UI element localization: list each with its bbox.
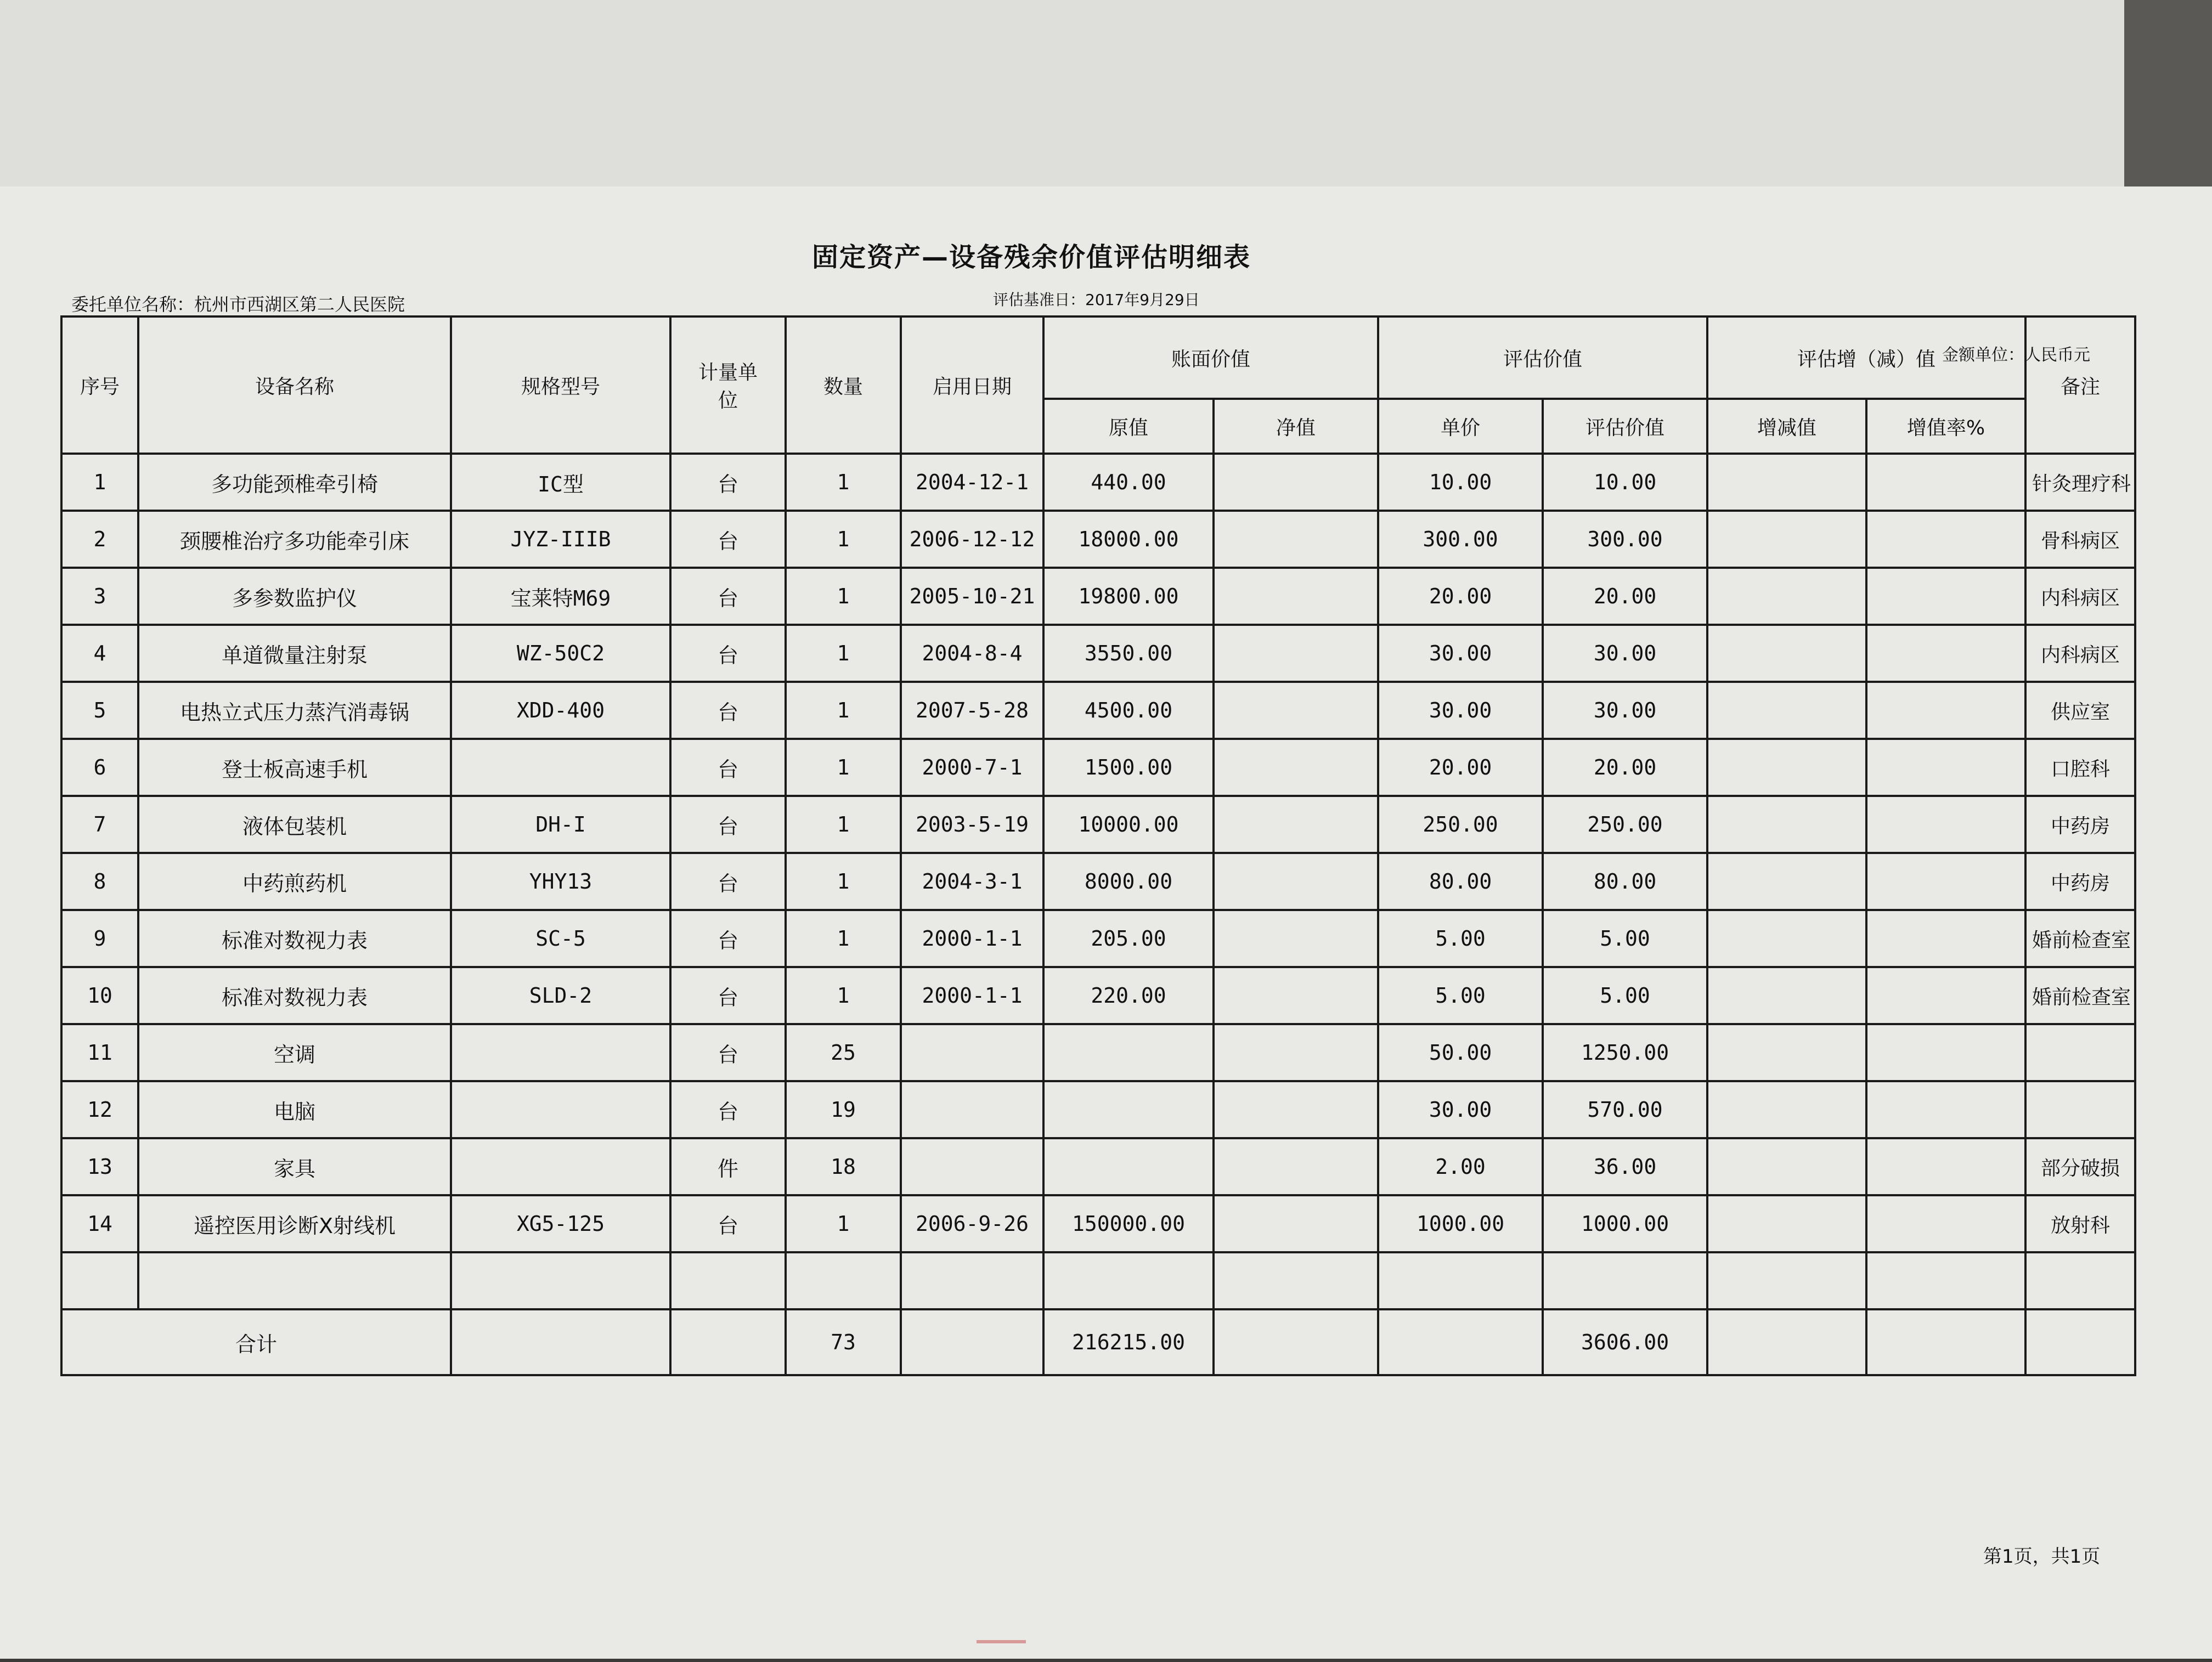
total-net: [1214, 1309, 1378, 1375]
cell-remark: [2025, 1081, 2135, 1138]
cell-seq: 6: [61, 739, 138, 796]
cell-model: WZ-50C2: [451, 625, 670, 682]
cell-assessed: 250.00: [1543, 796, 1707, 853]
cell-original: 19800.00: [1043, 568, 1214, 625]
cell-seq: 3: [61, 568, 138, 625]
cell-remark: 婚前检查室: [2025, 967, 2135, 1024]
table-row: [61, 568, 2135, 625]
cell-remark: 中药房: [2025, 796, 2135, 853]
cell-qty: 1: [786, 739, 901, 796]
cell-model: 宝莱特M69: [451, 568, 670, 625]
header-assessed: 评估价值: [1378, 316, 1707, 399]
cell-remark: [2025, 1024, 2135, 1081]
cell-assessed: 5.00: [1543, 967, 1707, 1024]
cell-unit-price: 5.00: [1378, 910, 1543, 967]
header-model: 规格型号: [451, 316, 670, 454]
total-label: 合计: [61, 1309, 451, 1375]
cell-original: 8000.00: [1043, 853, 1214, 910]
cell-model: [451, 1252, 670, 1309]
cell-rate: [1866, 1138, 2025, 1195]
cell-unit: 件: [670, 1138, 786, 1195]
cell-date: 2000-1-1: [901, 910, 1043, 967]
cell-remark: 中药房: [2025, 853, 2135, 910]
cell-qty: 1: [786, 682, 901, 739]
cell-original: 220.00: [1043, 967, 1214, 1024]
cell-date: 2006-12-12: [901, 511, 1043, 568]
cell-seq: 11: [61, 1024, 138, 1081]
cell-net: [1214, 1252, 1378, 1309]
header-change: 评估增（减）值: [1707, 316, 2025, 399]
cell-assessed: 80.00: [1543, 853, 1707, 910]
document-title: 固定资产—设备残余价值评估明细表: [812, 242, 1251, 273]
table-row: [61, 739, 2135, 796]
cell-qty: 1: [786, 967, 901, 1024]
cell-qty: [786, 1252, 901, 1309]
header-original: 原值: [1043, 399, 1214, 454]
cell-qty: 25: [786, 1024, 901, 1081]
cell-assessed: 30.00: [1543, 682, 1707, 739]
cell-unit-price: 20.00: [1378, 739, 1543, 796]
cell-qty: 1: [786, 796, 901, 853]
cell-net: [1214, 511, 1378, 568]
cell-seq: 7: [61, 796, 138, 853]
cell-name: 标准对数视力表: [138, 910, 451, 967]
cell-assessed: 10.00: [1543, 454, 1707, 511]
header-qty: 数量: [786, 316, 901, 454]
table-row: [61, 796, 2135, 853]
header-change-value: 增减值: [1707, 399, 1866, 454]
cell-net: [1214, 682, 1378, 739]
cell-rate: [1866, 796, 2025, 853]
total-model: [451, 1309, 670, 1375]
cell-date: 2000-7-1: [901, 739, 1043, 796]
cell-remark: 内科病区: [2025, 568, 2135, 625]
cell-unit: 台: [670, 568, 786, 625]
cell-remark: 内科病区: [2025, 625, 2135, 682]
cell-original: 205.00: [1043, 910, 1214, 967]
header-date: 启用日期: [901, 316, 1043, 454]
cell-net: [1214, 853, 1378, 910]
cell-assessed: 20.00: [1543, 568, 1707, 625]
cell-net: [1214, 1081, 1378, 1138]
cell-remark: 供应室: [2025, 682, 2135, 739]
cell-seq: 2: [61, 511, 138, 568]
table-row: [61, 454, 2135, 511]
cell-original: [1043, 1081, 1214, 1138]
cell-seq: 5: [61, 682, 138, 739]
total-original: 216215.00: [1043, 1309, 1214, 1375]
cell-unit: 台: [670, 739, 786, 796]
cell-unit: [670, 1252, 786, 1309]
cell-name: 登士板高速手机: [138, 739, 451, 796]
cell-unit-price: 300.00: [1378, 511, 1543, 568]
total-qty: 73: [786, 1309, 901, 1375]
cell-unit-price: 10.00: [1378, 454, 1543, 511]
cell-net: [1214, 568, 1378, 625]
cell-date: 2003-5-19: [901, 796, 1043, 853]
cell-model: DH-I: [451, 796, 670, 853]
table-row: [61, 511, 2135, 568]
cell-model: XG5-125: [451, 1195, 670, 1252]
cell-qty: 1: [786, 625, 901, 682]
cell-model: IC型: [451, 454, 670, 511]
cell-remark: 放射科: [2025, 1195, 2135, 1252]
cell-name: 空调: [138, 1024, 451, 1081]
cell-change: [1707, 625, 1866, 682]
cell-rate: [1866, 568, 2025, 625]
total-unit: [670, 1309, 786, 1375]
header-change-rate: 增值率%: [1866, 399, 2025, 454]
cell-unit: 台: [670, 511, 786, 568]
cell-name: 颈腰椎治疗多功能牵引床: [138, 511, 451, 568]
cell-original: 4500.00: [1043, 682, 1214, 739]
cell-change: [1707, 511, 1866, 568]
cell-unit-price: 30.00: [1378, 625, 1543, 682]
cell-name: 多参数监护仪: [138, 568, 451, 625]
cell-model: [451, 1138, 670, 1195]
cell-seq: 13: [61, 1138, 138, 1195]
table-row: [61, 682, 2135, 739]
cell-assessed: 1250.00: [1543, 1024, 1707, 1081]
cell-rate: [1866, 682, 2025, 739]
cell-qty: 19: [786, 1081, 901, 1138]
cell-model: YHY13: [451, 853, 670, 910]
cell-change: [1707, 739, 1866, 796]
cell-remark: 骨科病区: [2025, 511, 2135, 568]
cell-name: 遥控医用诊断X射线机: [138, 1195, 451, 1252]
total-assessed: 3606.00: [1543, 1309, 1707, 1375]
cell-unit: 台: [670, 1024, 786, 1081]
cell-rate: [1866, 454, 2025, 511]
cell-unit-price: 20.00: [1378, 568, 1543, 625]
cell-rate: [1866, 1081, 2025, 1138]
cell-rate: [1866, 1252, 2025, 1309]
cell-original: [1043, 1138, 1214, 1195]
cell-net: [1214, 1024, 1378, 1081]
cell-change: [1707, 1252, 1866, 1309]
total-row: [61, 1309, 2135, 1375]
cell-unit-price: 80.00: [1378, 853, 1543, 910]
cell-model: XDD-400: [451, 682, 670, 739]
cell-date: 2007-5-28: [901, 682, 1043, 739]
header-unit: 计量单位: [670, 316, 786, 454]
cell-change: [1707, 796, 1866, 853]
cell-original: [1043, 1024, 1214, 1081]
cell-date: 2004-8-4: [901, 625, 1043, 682]
header-remark: 备注: [2025, 316, 2135, 454]
cell-original: 18000.00: [1043, 511, 1214, 568]
cell-rate: [1866, 1195, 2025, 1252]
table-row: [61, 1252, 2135, 1309]
cell-original: 10000.00: [1043, 796, 1214, 853]
header-unit-price: 单价: [1378, 399, 1543, 454]
table-row: [61, 910, 2135, 967]
cell-date: 2000-1-1: [901, 967, 1043, 1024]
cell-name: 电脑: [138, 1081, 451, 1138]
cell-name: [138, 1252, 451, 1309]
cell-name: 中药煎药机: [138, 853, 451, 910]
header-assessed-value: 评估价值: [1543, 399, 1707, 454]
cell-unit-price: 30.00: [1378, 1081, 1543, 1138]
total-date: [901, 1309, 1043, 1375]
cell-net: [1214, 625, 1378, 682]
cell-net: [1214, 1138, 1378, 1195]
cell-seq: 9: [61, 910, 138, 967]
cell-unit: 台: [670, 1195, 786, 1252]
cell-model: SC-5: [451, 910, 670, 967]
cell-change: [1707, 1195, 1866, 1252]
cell-name: 家具: [138, 1138, 451, 1195]
cell-unit-price: 1000.00: [1378, 1195, 1543, 1252]
total-change: [1707, 1309, 1866, 1375]
header-net: 净值: [1214, 399, 1378, 454]
cell-change: [1707, 1024, 1866, 1081]
cell-model: JYZ-IIIB: [451, 511, 670, 568]
cell-unit: 台: [670, 454, 786, 511]
cell-net: [1214, 739, 1378, 796]
cell-assessed: 36.00: [1543, 1138, 1707, 1195]
cell-rate: [1866, 511, 2025, 568]
cell-unit-price: 2.00: [1378, 1138, 1543, 1195]
cell-unit: 台: [670, 682, 786, 739]
cell-date: 2006-9-26: [901, 1195, 1043, 1252]
cell-change: [1707, 454, 1866, 511]
cell-date: 2004-3-1: [901, 853, 1043, 910]
table-row: [61, 1195, 2135, 1252]
cell-unit-price: 30.00: [1378, 682, 1543, 739]
cell-original: 3550.00: [1043, 625, 1214, 682]
cell-name: 单道微量注射泵: [138, 625, 451, 682]
cell-qty: 1: [786, 454, 901, 511]
table-row: [61, 625, 2135, 682]
cell-name: 电热立式压力蒸汽消毒锅: [138, 682, 451, 739]
cell-qty: 1: [786, 910, 901, 967]
cell-seq: 4: [61, 625, 138, 682]
cell-assessed: 20.00: [1543, 739, 1707, 796]
cell-name: 液体包装机: [138, 796, 451, 853]
cell-net: [1214, 910, 1378, 967]
cell-model: [451, 739, 670, 796]
amount-unit: 金额单位：人民币元: [1942, 346, 2090, 365]
cell-date: [901, 1024, 1043, 1081]
cell-unit: 台: [670, 796, 786, 853]
cell-assessed: 300.00: [1543, 511, 1707, 568]
cell-date: 2004-12-1: [901, 454, 1043, 511]
cell-name: 多功能颈椎牵引椅: [138, 454, 451, 511]
cell-unit-price: 5.00: [1378, 967, 1543, 1024]
cell-unit: 台: [670, 625, 786, 682]
cell-seq: 1: [61, 454, 138, 511]
cell-seq: 8: [61, 853, 138, 910]
cell-change: [1707, 682, 1866, 739]
cell-seq: 10: [61, 967, 138, 1024]
cell-assessed: 1000.00: [1543, 1195, 1707, 1252]
table-row: [61, 853, 2135, 910]
cell-original: [1043, 1252, 1214, 1309]
cell-model: SLD-2: [451, 967, 670, 1024]
cell-change: [1707, 967, 1866, 1024]
cell-date: [901, 1252, 1043, 1309]
cell-date: [901, 1081, 1043, 1138]
cell-seq: [61, 1252, 138, 1309]
asset-table: [60, 315, 2136, 1376]
base-date: 评估基准日：2017年9月29日: [993, 291, 1200, 309]
cell-seq: 14: [61, 1195, 138, 1252]
cell-date: 2005-10-21: [901, 568, 1043, 625]
cell-unit: 台: [670, 967, 786, 1024]
cell-assessed: 570.00: [1543, 1081, 1707, 1138]
cell-unit: 台: [670, 1081, 786, 1138]
cell-assessed: 30.00: [1543, 625, 1707, 682]
cell-original: 440.00: [1043, 454, 1214, 511]
cell-remark: [2025, 1252, 2135, 1309]
cell-net: [1214, 796, 1378, 853]
cell-name: 标准对数视力表: [138, 967, 451, 1024]
cell-seq: 12: [61, 1081, 138, 1138]
cell-remark: 婚前检查室: [2025, 910, 2135, 967]
cell-original: 1500.00: [1043, 739, 1214, 796]
cell-unit: 台: [670, 853, 786, 910]
cell-change: [1707, 1138, 1866, 1195]
table-row: [61, 1081, 2135, 1138]
total-rate: [1866, 1309, 2025, 1375]
cell-qty: 1: [786, 568, 901, 625]
header-seq: 序号: [61, 316, 138, 454]
cell-rate: [1866, 625, 2025, 682]
cell-rate: [1866, 910, 2025, 967]
table-row: [61, 1024, 2135, 1081]
cell-rate: [1866, 967, 2025, 1024]
header-row-1: [61, 316, 2135, 399]
cell-net: [1214, 454, 1378, 511]
cell-unit-price: [1378, 1252, 1543, 1309]
cell-date: [901, 1138, 1043, 1195]
total-unit-price: [1378, 1309, 1543, 1375]
cell-model: [451, 1024, 670, 1081]
cell-remark: 针灸理疗科: [2025, 454, 2135, 511]
cell-change: [1707, 853, 1866, 910]
cell-rate: [1866, 1024, 2025, 1081]
red-stamp-mark: [977, 1640, 1026, 1662]
cell-net: [1214, 967, 1378, 1024]
cell-qty: 1: [786, 1195, 901, 1252]
cell-change: [1707, 568, 1866, 625]
cell-remark: 口腔科: [2025, 739, 2135, 796]
cell-qty: 1: [786, 511, 901, 568]
cell-model: [451, 1081, 670, 1138]
cell-change: [1707, 1081, 1866, 1138]
cell-rate: [1866, 853, 2025, 910]
table-row: [61, 967, 2135, 1024]
cell-unit-price: 50.00: [1378, 1024, 1543, 1081]
cell-remark: 部分破损: [2025, 1138, 2135, 1195]
cell-unit-price: 250.00: [1378, 796, 1543, 853]
header-name: 设备名称: [138, 316, 451, 454]
cell-rate: [1866, 739, 2025, 796]
cell-qty: 1: [786, 853, 901, 910]
cell-assessed: 5.00: [1543, 910, 1707, 967]
page-indicator: 第1页，共1页: [1983, 1546, 2101, 1568]
cell-qty: 18: [786, 1138, 901, 1195]
cell-change: [1707, 910, 1866, 967]
cell-net: [1214, 1195, 1378, 1252]
table-row: [61, 1138, 2135, 1195]
client-name: 委托单位名称：杭州市西湖区第二人民医院: [71, 294, 405, 315]
cell-unit: 台: [670, 910, 786, 967]
total-remark: [2025, 1309, 2135, 1375]
cell-original: 150000.00: [1043, 1195, 1214, 1252]
header-book-value: 账面价值: [1043, 316, 1378, 399]
cell-assessed: [1543, 1252, 1707, 1309]
